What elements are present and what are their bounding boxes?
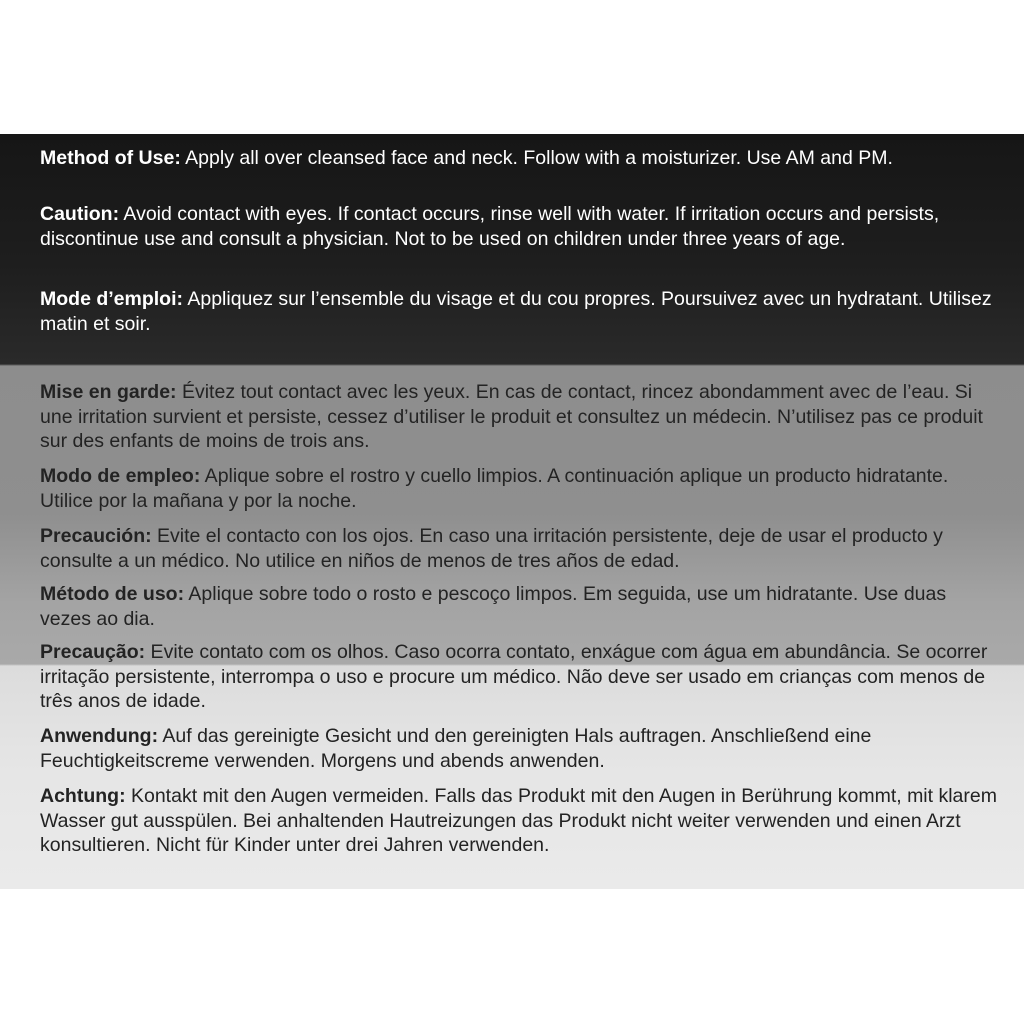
section-label: Method of Use: <box>40 147 181 169</box>
section-label: Mise en garde: <box>40 381 177 403</box>
section-label: Precaução: <box>40 641 146 663</box>
section-text: Kontakt mit den Augen vermeiden. Falls das Produkt mit den Augen in Berührung kommt, mit klarem Wasser gut ausspülen. Bei anhaltenden Hautreizungen das Produkt nicht weiter verwenden und einen Arzt konsultieren. Nicht für Kinder unter drei Jahren verwenden. <box>40 785 997 856</box>
mise-en-garde-fr <box>40 380 1000 454</box>
modo-de-empleo-es <box>40 464 1000 513</box>
precaucao-pt <box>40 640 1000 714</box>
section-label: Achtung: <box>40 785 126 807</box>
section-label: Precaución: <box>40 525 152 547</box>
section-label: Anwendung: <box>40 725 159 747</box>
section-text: Appliquez sur l’ensemble du visage et du cou propres. Poursuivez avec un hydratant. Utilisez matin et soir. <box>40 288 992 335</box>
section-text: Avoid contact with eyes. If contact occurs, rinse well with water. If irritation occurs and persists, discontinue use and consult a physician. Not to be used on children under three years of age. <box>40 203 940 250</box>
section-label: Caution: <box>40 203 120 225</box>
section-text: Evite el contacto con los ojos. En caso una irritación persistente, deje de usar el producto y consulte a un médico. No utilice en niños de menos de tres años de edad. <box>40 525 943 572</box>
metodo-de-uso-pt <box>40 582 1000 631</box>
section-text: Aplique sobre todo o rosto e pescoço limpos. Em seguida, use um hidratante. Use duas vezes ao dia. <box>40 583 947 630</box>
section-text: Evite contato com os olhos. Caso ocorra contato, enxágue com água em abundância. Se ocorrer irritação persistente, interrompa o uso e procure um médico. Não deve ser usado em crianças com menos de três anos de idade. <box>40 641 988 712</box>
anwendung-de <box>40 724 1000 773</box>
section-label: Método de uso: <box>40 583 185 605</box>
precaucion-es <box>40 524 1000 573</box>
section-text: Auf das gereinigte Gesicht und den gereinigten Hals auftragen. Anschließend eine Feuchtigkeitscreme verwenden. Morgens und abends anwenden. <box>40 725 872 772</box>
caution-en <box>40 202 1000 251</box>
section-label: Mode d’emploi: <box>40 288 183 310</box>
section-text: Évitez tout contact avec les yeux. En cas de contact, rincez abondamment avec de l’eau. Si une irritation survient et persiste, cessez d’utiliser le produit et consultez un médecin. N’utilisez pas ce produit sur des enfants de moins de trois ans. <box>40 381 983 452</box>
method-of-use-en <box>40 146 1000 171</box>
achtung-de <box>40 784 1000 858</box>
mode-emploi-fr <box>40 287 1000 336</box>
section-text: Apply all over cleansed face and neck. Follow with a moisturizer. Use AM and PM. <box>180 147 893 169</box>
section-label: Modo de empleo: <box>40 465 201 487</box>
section-text: Aplique sobre el rostro y cuello limpios. A continuación aplique un producto hidratante. Utilice por la mañana y por la noche. <box>40 465 949 512</box>
